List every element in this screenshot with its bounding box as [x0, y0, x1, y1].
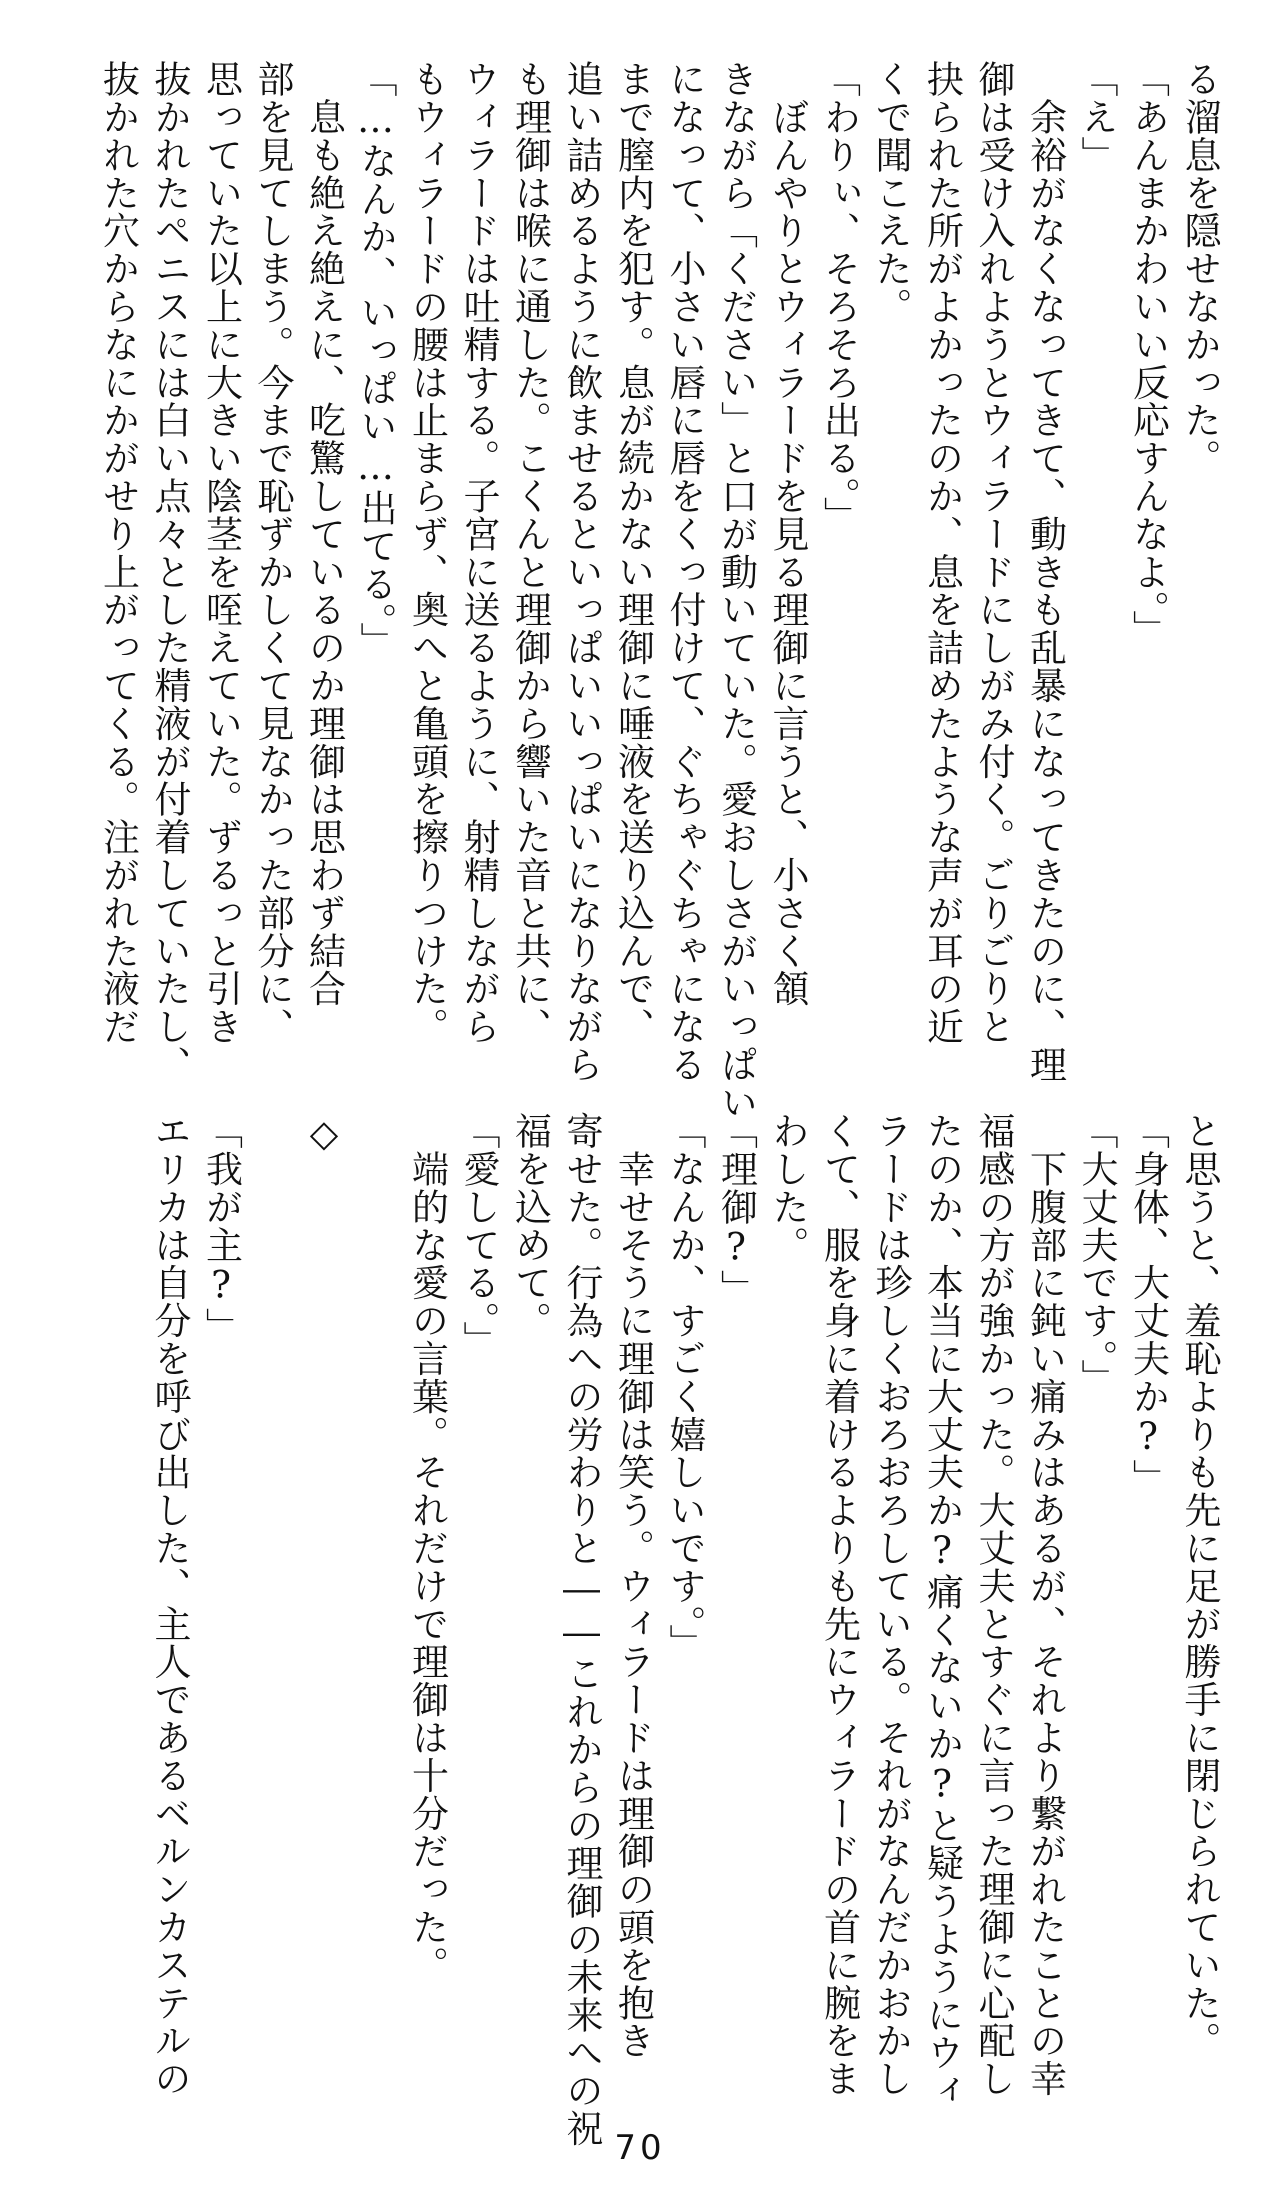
text-line: もウィラードの腰は止まらず、奥へと亀頭を擦りつけた。: [405, 60, 449, 1046]
text-line: 端的な愛の言葉。それだけで理御は十分だった。: [405, 1112, 449, 1984]
text-line: る溜息を隠せなかった。: [1178, 60, 1221, 477]
text-line: 「わりぃ、そろそろ出る。」: [817, 60, 861, 535]
text-line: 抜かれたペニスには白い点々とした精液が付着していたし、: [148, 60, 191, 1084]
text-line: 「なんか、すごく嬉しいです。」: [663, 1112, 706, 1662]
blank-line: [247, 1112, 299, 2072]
text-line: 「愛してる。」: [457, 1112, 500, 1359]
text-line: 「我が主?」: [199, 1112, 243, 1346]
text-line: 幸せそうに理御は笑う。ウィラードは理御の頭を抱き: [611, 1112, 655, 2060]
text-line: も理御は喉に通した。こくんと理御から響いた音と共に、: [508, 60, 552, 1046]
text-line: くで聞こえた。: [869, 60, 912, 326]
blank-line: [350, 1112, 402, 2072]
scene-break-diamond: ◇: [302, 1112, 346, 1156]
text-line: 思っていた以上に大きい陰茎を咥えていた。ずるっと引き: [199, 60, 243, 1046]
text-line: ぼんやりとウィラードを見る理御に言うと、小さく頷: [766, 60, 809, 1008]
text-line: きながら「ください」と口が動いていた。愛おしさがいっぱい: [714, 60, 758, 1122]
text-line: ウィラードは吐精する。子宮に送るように、射精しながら: [457, 60, 500, 1046]
text-line: 息も絶え絶えに、吃驚しているのか理御は思わず結合: [302, 60, 346, 1008]
text-line: 抜かれた穴からなにかがせり上がってくる。注がれた液だ: [96, 60, 140, 1046]
text-line: まで膣内を犯す。息が続かない理御に唾液を送り込んで、: [611, 60, 655, 1046]
text-line: 追い詰めるように飲ませるといっぱいいっぱいになりながら: [560, 60, 603, 1084]
text-line: 御は受け入れようとウィラードにしがみ付く。ごりごりと: [972, 60, 1015, 1046]
text-line: 「あんまかわいい反応すんなよ。」: [1126, 60, 1170, 648]
text-line: エリカは自分を呼び出した、主人であるベルンカステルの: [148, 1112, 191, 2098]
text-line: たのか、本当に大丈夫か?痛くないか?と疑うようにウィ: [920, 1112, 964, 2110]
text-line: 部を見てしまう。今まで恥ずかしくて見なかった部分に、: [251, 60, 294, 1046]
text-line: 抉られた所がよかったのか、息を詰めたような声が耳の近: [920, 60, 964, 1046]
text-line: くて、服を身に着けるよりも先にウィラードの首に腕をま: [817, 1112, 861, 2098]
text-line: 「大丈夫です。」: [1075, 1112, 1118, 1397]
text-line: 「え」: [1075, 60, 1118, 174]
text-line: 福を込めて。: [508, 1112, 552, 1340]
text-line: になって、小さい唇に唇をくっ付けて、ぐちゃぐちゃになる: [663, 60, 706, 1084]
text-line: と思うと、羞恥よりも先に足が勝手に閉じられていた。: [1178, 1112, 1221, 2060]
text-line: 「…なんか、いっぱい…出てる。」: [354, 60, 397, 660]
upper-text-block: [92, 60, 1225, 1122]
text-line: わした。: [766, 1112, 809, 1264]
text-line: 「理御?」: [714, 1112, 758, 1308]
text-line: 余裕がなくなってきて、動きも乱暴になってきたのに、理: [1023, 60, 1067, 1084]
text-line: 下腹部に鈍い痛みはあるが、それより繋がれたことの幸: [1023, 1112, 1067, 2098]
text-line: 「身体、大丈夫か?」: [1126, 1112, 1170, 1497]
text-line: 福感の方が強かった。大丈夫とすぐに言った理御に心配し: [972, 1112, 1015, 2098]
text-line: 寄せた。行為への労わりと――これからの理御の未来への祝: [560, 1112, 603, 2148]
page-number: 70: [614, 2128, 666, 2168]
text-line: ラードは珍しくおろおろしている。それがなんだかおかし: [869, 1112, 912, 2098]
